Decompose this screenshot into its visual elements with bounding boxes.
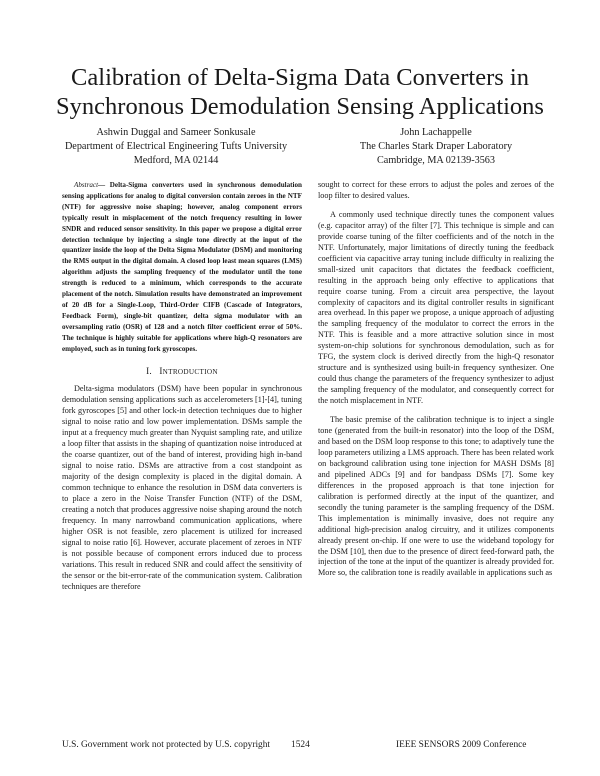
intro-paragraph-3: The basic premise of the calibration technique is to inject a single tone (generated from the built-in resonator) into the loop of the DSM, and based on the DSM loop response to this tone; to adaptively tune the loop parameters utilizing a LMS approach. There has been related work on background calibration using tone injection for MASH DSMs [8] and pipelined ADCs [9] and for bandpass DSMs [7]. Some key differences in the proposed approach is that tone injection for calibration is performed directly at the input of the quantizer, and secondly the tuning parameter is the sampling frequency of the DSM. This implementation is minimally invasive, does not require any additional high-precision analog circuitry, and it utilizes components already present on-chip. If one were to use the wideband topology for the DSM [10], then due to the presence of direct feed-forward path, the injection of the tone at the input of the quantizer is already provided for. More so, the calibration tone is readily available in applications such as <box>318 415 554 578</box>
author-names: Ashwin Duggal and Sameer Sonkusale <box>96 127 256 138</box>
intro-paragraph-continued: sought to correct for these errors to adjust the poles and zeroes of the loop filter to desired values. <box>318 180 554 200</box>
title-line-1: Calibration of Delta-Sigma Data Converters in <box>71 64 529 91</box>
section-heading-introduction <box>62 366 302 378</box>
title-line-2: Synchronous Demodulation Sensing Applications <box>56 93 544 120</box>
section-number: I. <box>146 365 152 376</box>
abstract <box>62 180 302 355</box>
section-title-initial: I <box>159 365 163 376</box>
footer-conference: IEEE SENSORS 2009 Conference <box>396 740 527 750</box>
author-affiliation: Department of Electrical Engineering Tufts University <box>64 141 288 152</box>
left-column <box>62 180 302 593</box>
abstract-separator: — <box>98 181 110 189</box>
abstract-label: Abstract <box>74 181 99 189</box>
author-block-right <box>318 126 554 168</box>
author-location: Medford, MA 02144 <box>133 155 219 166</box>
footer-copyright: U.S. Government work not protected by U.S. copyright <box>62 740 271 750</box>
section-title-rest: NTRODUCTION <box>162 367 218 376</box>
author-affiliation: The Charles Stark Draper Laboratory <box>359 141 513 152</box>
paper-title <box>40 63 560 121</box>
footer-page-number: 1524 <box>291 740 310 750</box>
intro-paragraph-1: Delta-sigma modulators (DSM) have been popular in synchronous demodulation sensing applications such as accelerometers [1]-[4], tuning fork gyroscopes [5] and other lock-in detection techniques due to higher signal to noise ratio and low power implementation. DSMs sample the input at a frequency much greater than Nyquist sampling rate, and utilize a loop filter that assists in the shaping of quantization noise introduced at the coarse quantizer, out of the band of interest, providing high in-band signal to noise ratio. DSMs are attractive from a cost standpoint as majority of the design complexity is placed in the digital domain. A common technique to enhance the resolution in DSM data converters is to place a zero in the Noise Transfer Function (NTF) of the DSM, creating a notch that produces aggressive noise shaping around the notch frequency. In many narrowband communication applications, where higher OSR is not feasible, zero placement is utilized for increased signal to noise ratio [6]. However, accurate placement of zeroes in NTF is not possible because of component errors induced due to process variations. This result in reduced SNR and could affect the sensitivity of the sensor or the bit-error-rate of the communication system. Calibration techniques are therefore <box>62 384 302 591</box>
right-column <box>318 180 554 579</box>
abstract-text: Delta-Sigma converters used in synchronous demodulation sensing applications for analog to digital conversion contain zeroes in the NTF (NTF) for aggressive noise shaping; however, analog component errors typically result in misplacement of the notch frequency resulting in lower SNDR and reduced sensor sensitivity. In this paper we propose a digital error detection technique by injecting a single tone directly at the input of the quantizer inside the loop of the Delta Sigma Modulator (DSM) and monitoring the RMS output in the digital domain. A closed loop least mean squares (LMS) algorithm adjusts the sampling frequency of the modulator until the tone strength is reduced to a minimum, which corresponds to the accurate placement of the notch. Simulation results have demonstrated an improvement of 20 dB for a Single-Loop, Third-Order CIFB (Cascade of Integrators, Feedback Form), single-bit quantizer, delta sigma modulator with an oversampling ratio (OSR) of 128 and a notch filter coefficient error of 50%. The technique is highly suitable for applications where high-Q resonators are employed, such as in tuning fork gyroscopes. <box>62 181 302 353</box>
author-location: Cambridge, MA 02139-3563 <box>377 155 495 166</box>
intro-paragraph-2: A commonly used technique directly tunes the component values (e.g. capacitor array) of the filter [7]. This technique is simple and can provide coarse tuning of the filter coefficients and of the notch in the NTF. Unfortunately, major limitations of directly tuning the feedback coefficient via capacitive array tuning include difficulty in realizing the small-sized unit capacitors that dictates the feedback coefficient, resulting in the approach being only effective to applications that require coarse tuning. From a circuit area perspective, the layout complexity of capacitors and its digital controller results in significant area overhead. In this paper we propose, a unique approach of adjusting the sampling frequency of the modulator to correct the errors in the NTF. This is feasible and a more attractive solution since in most system-on-chip solutions for synchronous demodulation, such as for TFG, the system clock is derived directly from the high-Q resonator structure and is synthesized using built-in frequency synthesizer. One could thus change the parameters of the frequency synthesizer to adjust the sampling frequency of the modulator, and consequently correct for the notch misplacement in NTF. <box>318 209 554 406</box>
author-block-left <box>38 126 314 168</box>
author-names: John Lachappelle <box>400 127 472 138</box>
